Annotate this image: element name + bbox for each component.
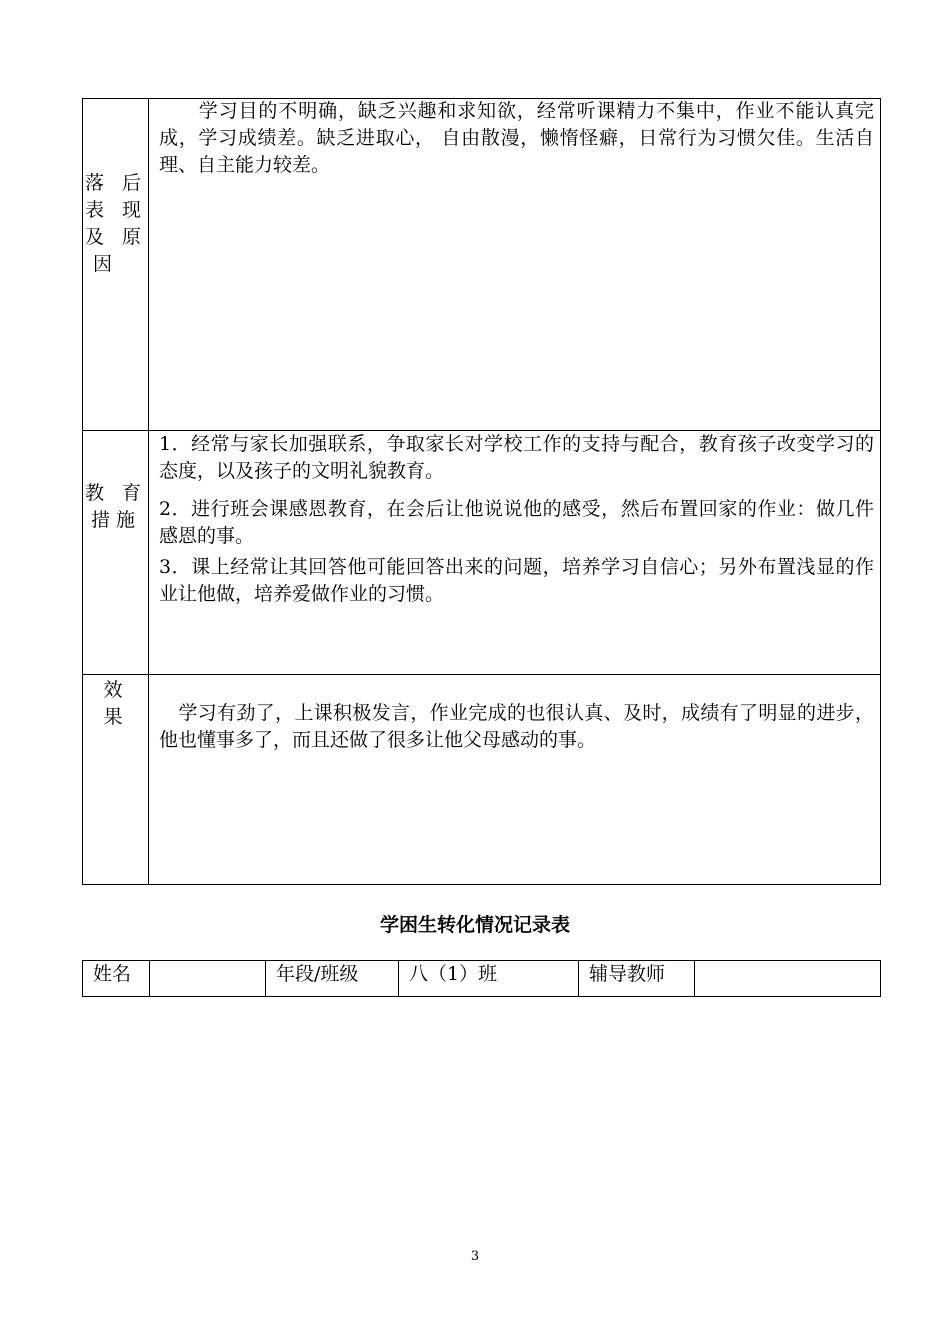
measure-item: 3．课上经常让其回答他可能回答出来的问题，培养学习自信心；另外布置浅显的作业让他做，培养爱做作业的习惯。	[159, 556, 874, 605]
student-info-row	[83, 961, 881, 997]
measures-label-line: 教 育	[84, 482, 148, 504]
performance-label-line: 表 现	[84, 199, 148, 221]
student-info-table	[82, 960, 881, 997]
teacher-label: 辅导教师	[579, 961, 695, 997]
performance-label-line: 及 原	[84, 226, 148, 248]
measures-content-cell	[149, 431, 881, 675]
record-row-measures	[83, 431, 881, 675]
effect-content-cell	[149, 675, 881, 885]
grade-label: 年段/班级	[266, 961, 399, 997]
measures-label-cell	[83, 431, 149, 675]
effect-label-line: 果	[103, 706, 129, 728]
performance-text: 学习目的不明确，缺乏兴趣和求知欲，经常听课精力不集中，作业不能认真完成，学习成绩差。缺乏进取心， 自由散漫，懒惰怪癖，日常行为习惯欠佳。生活自理、自主能力较差。	[159, 100, 874, 176]
performance-label-line: 落 后	[84, 172, 148, 194]
page-number: 3	[470, 1249, 480, 1264]
record-row-effect	[83, 675, 881, 885]
form-title: 学困生转化情况记录表	[379, 914, 570, 936]
performance-label-cell	[83, 99, 149, 431]
measures-label-line: 措施	[90, 509, 141, 531]
grade-value: 八（1）班	[399, 961, 579, 997]
measure-item: 2．进行班会课感恩教育，在会后让他说说他的感受，然后布置回家的作业：做几件感恩的事。	[159, 498, 874, 547]
measure-item: 1．经常与家长加强联系，争取家长对学校工作的支持与配合，教育孩子改变学习的态度，以及孩子的文明礼貌教育。	[159, 433, 874, 482]
effect-label-cell	[83, 675, 149, 885]
effect-text: 学习有劲了，上课积极发言，作业完成的也很认真、及时，成绩有了明显的进步，他也懂事多了，而且还做了很多让他父母感动的事。	[159, 702, 874, 751]
record-row-performance	[83, 99, 881, 431]
effect-label-line: 效	[103, 679, 129, 701]
name-value	[150, 961, 266, 997]
performance-label-line: 因	[93, 253, 119, 275]
performance-content-cell	[149, 99, 881, 431]
teacher-value	[695, 961, 881, 997]
name-label: 姓名	[83, 961, 150, 997]
student-record-table	[82, 98, 881, 885]
